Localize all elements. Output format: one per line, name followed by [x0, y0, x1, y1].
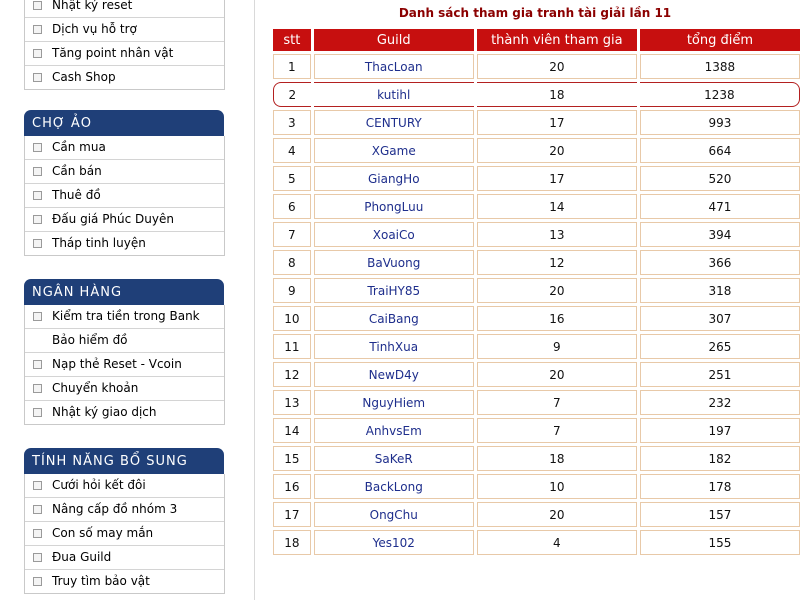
table-row[interactable] — [273, 82, 800, 107]
guild-ranking-table — [270, 26, 800, 558]
checkbox-icon — [33, 312, 42, 321]
cell-guild[interactable]: OngChu — [314, 502, 474, 527]
cell-stt: 6 — [273, 194, 311, 219]
cell-score: 993 — [640, 110, 800, 135]
menu-item[interactable]: Nhật ký giao dịch — [25, 401, 224, 424]
cell-members: 10 — [477, 474, 637, 499]
section-header-ngan-hang: NGÂN HÀNG — [24, 279, 224, 305]
cell-stt: 12 — [273, 362, 311, 387]
checkbox-icon — [33, 73, 42, 82]
cell-members: 17 — [477, 110, 637, 135]
checkbox-icon — [33, 529, 42, 538]
section-header-tinh-nang-bo-sung: TÍNH NĂNG BỔ SUNG — [24, 448, 224, 474]
cell-stt: 13 — [273, 390, 311, 415]
cell-stt: 15 — [273, 446, 311, 471]
menu-item[interactable]: Bảo hiểm đồ — [25, 329, 224, 353]
cell-members: 20 — [477, 278, 637, 303]
checkbox-icon — [33, 481, 42, 490]
cell-guild[interactable]: NguyHiem — [314, 390, 474, 415]
table-header-row — [273, 29, 800, 51]
cell-guild[interactable]: GiangHo — [314, 166, 474, 191]
cell-score: 318 — [640, 278, 800, 303]
cell-guild[interactable]: XGame — [314, 138, 474, 163]
menu-item[interactable]: Thuê đồ — [25, 184, 224, 208]
cell-guild[interactable]: SaKeR — [314, 446, 474, 471]
cell-score: 182 — [640, 446, 800, 471]
cell-score: 178 — [640, 474, 800, 499]
table-row[interactable] — [273, 362, 800, 387]
table-row[interactable] — [273, 390, 800, 415]
account-menu — [24, 0, 225, 90]
cell-members: 20 — [477, 502, 637, 527]
cell-guild[interactable]: kutihl — [314, 82, 474, 107]
table-row[interactable] — [273, 166, 800, 191]
menu-item[interactable]: Dịch vụ hỗ trợ — [25, 18, 224, 42]
cell-members: 20 — [477, 138, 637, 163]
table-row[interactable] — [273, 222, 800, 247]
section-header-cho-ao: CHỢ ẢO — [24, 110, 224, 136]
cell-guild[interactable]: Yes102 — [314, 530, 474, 555]
cho-ao-menu — [24, 136, 225, 256]
menu-item[interactable]: Nhật ký reset — [25, 0, 224, 18]
table-row[interactable] — [273, 334, 800, 359]
checkbox-icon — [33, 408, 42, 417]
checkbox-icon — [33, 191, 42, 200]
cell-stt: 3 — [273, 110, 311, 135]
cell-members: 9 — [477, 334, 637, 359]
ngan-hang-menu — [24, 305, 225, 425]
cell-guild[interactable]: BackLong — [314, 474, 474, 499]
cell-guild[interactable]: ThacLoan — [314, 54, 474, 79]
cell-stt: 9 — [273, 278, 311, 303]
cell-score: 471 — [640, 194, 800, 219]
cell-members: 13 — [477, 222, 637, 247]
checkbox-icon — [33, 215, 42, 224]
table-row[interactable] — [273, 502, 800, 527]
cell-score: 1238 — [640, 82, 800, 107]
cell-stt: 8 — [273, 250, 311, 275]
menu-item[interactable]: Tháp tinh luyện — [25, 232, 224, 255]
table-row[interactable] — [273, 54, 800, 79]
cell-stt: 2 — [273, 82, 311, 107]
checkbox-icon — [33, 239, 42, 248]
cell-members: 18 — [477, 446, 637, 471]
cell-stt: 10 — [273, 306, 311, 331]
cell-stt: 1 — [273, 54, 311, 79]
checkbox-icon — [33, 577, 42, 586]
checkbox-icon — [33, 143, 42, 152]
column-header-score: tổng điểm — [640, 29, 800, 51]
checkbox-icon — [33, 505, 42, 514]
checkbox-icon — [33, 360, 42, 369]
cell-members: 7 — [477, 390, 637, 415]
cell-members: 7 — [477, 418, 637, 443]
menu-item[interactable]: Chuyển khoản — [25, 377, 224, 401]
tinh-nang-menu — [24, 474, 225, 594]
menu-item[interactable]: Cưới hỏi kết đôi — [25, 474, 224, 498]
table-row[interactable] — [273, 306, 800, 331]
checkbox-icon — [33, 1, 42, 10]
cell-score: 197 — [640, 418, 800, 443]
menu-item[interactable]: Truy tìm bảo vật — [25, 570, 224, 593]
table-row[interactable] — [273, 474, 800, 499]
cell-score: 520 — [640, 166, 800, 191]
menu-item[interactable]: Cần bán — [25, 160, 224, 184]
cell-score: 232 — [640, 390, 800, 415]
cell-stt: 18 — [273, 530, 311, 555]
cell-guild[interactable]: CENTURY — [314, 110, 474, 135]
cell-stt: 5 — [273, 166, 311, 191]
cell-guild[interactable]: BaVuong — [314, 250, 474, 275]
cell-score: 265 — [640, 334, 800, 359]
cell-score: 307 — [640, 306, 800, 331]
cell-guild[interactable]: TraiHY85 — [314, 278, 474, 303]
table-row[interactable] — [273, 278, 800, 303]
table-row[interactable] — [273, 250, 800, 275]
table-row[interactable] — [273, 110, 800, 135]
checkbox-icon — [33, 25, 42, 34]
checkbox-icon — [33, 167, 42, 176]
cell-guild[interactable]: TinhXua — [314, 334, 474, 359]
cell-members: 4 — [477, 530, 637, 555]
cell-score: 157 — [640, 502, 800, 527]
cell-guild[interactable]: XoaiCo — [314, 222, 474, 247]
cell-guild[interactable]: CaiBang — [314, 306, 474, 331]
sidebar — [0, 0, 256, 600]
cell-members: 16 — [477, 306, 637, 331]
menu-item[interactable]: Cash Shop — [25, 66, 224, 89]
checkbox-icon — [33, 49, 42, 58]
cell-members: 20 — [477, 54, 637, 79]
cell-score: 664 — [640, 138, 800, 163]
cell-stt: 7 — [273, 222, 311, 247]
cell-members: 12 — [477, 250, 637, 275]
menu-item[interactable]: Đua Guild — [25, 546, 224, 570]
cell-stt: 17 — [273, 502, 311, 527]
cell-score: 394 — [640, 222, 800, 247]
table-row[interactable] — [273, 418, 800, 443]
cell-members: 18 — [477, 82, 637, 107]
cell-members: 20 — [477, 362, 637, 387]
menu-item[interactable]: Kiểm tra tiền trong Bank — [25, 305, 224, 329]
menu-item[interactable]: Cần mua — [25, 136, 224, 160]
column-header-guild: Guild — [314, 29, 474, 51]
checkbox-icon — [33, 384, 42, 393]
cell-score: 1388 — [640, 54, 800, 79]
menu-item[interactable]: Đấu giá Phúc Duyên — [25, 208, 224, 232]
cell-members: 14 — [477, 194, 637, 219]
cell-score: 155 — [640, 530, 800, 555]
menu-item[interactable]: Tăng point nhân vật — [25, 42, 224, 66]
column-header-stt: stt — [273, 29, 311, 51]
checkbox-icon — [33, 553, 42, 562]
cell-guild[interactable]: AnhvsEm — [314, 418, 474, 443]
cell-guild[interactable]: PhongLuu — [314, 194, 474, 219]
table-row[interactable] — [273, 446, 800, 471]
cell-guild[interactable]: NewD4y — [314, 362, 474, 387]
cell-stt: 16 — [273, 474, 311, 499]
table-row[interactable] — [273, 194, 800, 219]
table-row[interactable] — [273, 530, 800, 555]
cell-stt: 14 — [273, 418, 311, 443]
table-row[interactable] — [273, 138, 800, 163]
column-header-members: thành viên tham gia — [477, 29, 637, 51]
menu-item[interactable]: Nạp thẻ Reset - Vcoin — [25, 353, 224, 377]
cell-stt: 11 — [273, 334, 311, 359]
page-title: Danh sách tham gia tranh tài giải lần 11 — [398, 6, 672, 20]
menu-item[interactable]: Nâng cấp đồ nhóm 3 — [25, 498, 224, 522]
cell-score: 366 — [640, 250, 800, 275]
cell-stt: 4 — [273, 138, 311, 163]
cell-score: 251 — [640, 362, 800, 387]
sidebar-divider — [254, 0, 255, 600]
menu-item[interactable]: Con số may mắn — [25, 522, 224, 546]
cell-members: 17 — [477, 166, 637, 191]
